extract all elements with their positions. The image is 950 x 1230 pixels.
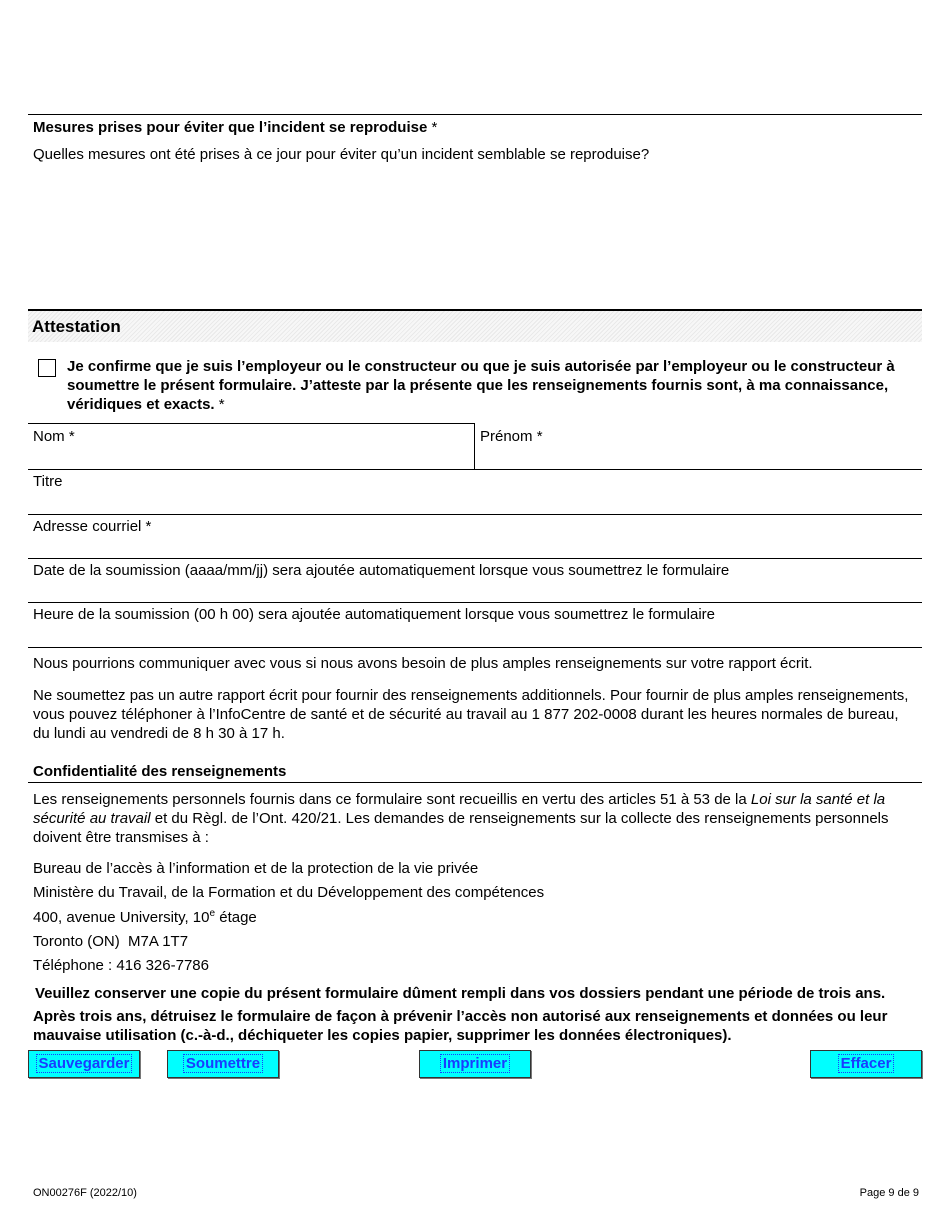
field-divider: [474, 423, 475, 469]
privacy-heading: Confidentialité des renseignements: [33, 763, 287, 780]
privacy-ministry: Ministère du Travail, de la Formation et du Développement des compétences: [33, 884, 545, 901]
measures-input[interactable]: [30, 168, 922, 306]
submit-button[interactable]: [167, 1050, 279, 1078]
save-button-label: Sauvegarder: [38, 1055, 130, 1072]
save-button[interactable]: [28, 1050, 140, 1078]
submit-button-label: Soumettre: [185, 1055, 261, 1072]
attestation-statement: Je confirme que je suis l’employeur ou le constructeur ou que je suis autorisée par l’employeur ou le constructeur à soumettre le présent formulaire. J’atteste par la présente que les renseignements fournis sont, à ma connaissance, véridiques et exacts.: [67, 358, 895, 413]
top-rule: [28, 114, 922, 115]
prenom-label: Prénom *: [480, 428, 543, 445]
privacy-text-part-1: Les renseignements personnels fournis dans ce formulaire sont recueillis en vertu des articles 51 à 53 de la: [33, 791, 751, 808]
privacy-text: [33, 790, 913, 847]
nom-input[interactable]: [30, 447, 472, 467]
privacy-law-name: Loi sur la santé et la sécurité au travail: [33, 791, 886, 827]
privacy-address: [33, 908, 257, 927]
privacy-office: Bureau de l’accès à l’information et de la protection de la vie privée: [33, 860, 479, 877]
retention-destroy: Après trois ans, détruisez le formulaire de façon à prévenir l’accès non autorisé aux renseignements et données ou leur mauvaise utilisation (c.-à-d., déchiqueter les copies papier, supprimer les données électroniques).: [33, 1008, 888, 1044]
email-label: Adresse courriel *: [33, 518, 152, 535]
form-id: ON00276F (2022/10): [33, 1187, 137, 1199]
heure-label: Heure de la soumission (00 h 00) sera ajoutée automatiquement lorsque vous soumettrez le formulaire: [33, 606, 716, 623]
email-input[interactable]: [30, 537, 922, 557]
field-rule-top: [28, 423, 474, 424]
privacy-phone: Téléphone : 416 326-7786: [33, 957, 209, 974]
contact-note: Nous pourrions communiquer avec vous si nous avons besoin de plus amples renseignements sur votre rapport écrit.: [33, 655, 813, 672]
print-button-label: Imprimer: [442, 1055, 508, 1072]
privacy-city: Toronto (ON) M7A 1T7: [33, 933, 189, 950]
address-floor: étage: [215, 909, 257, 926]
measures-question: Quelles mesures ont été prises à ce jour pour éviter qu’un incident semblable se reproduise?: [33, 146, 650, 163]
measures-heading: Mesures prises pour éviter que l’incident se reproduise: [33, 119, 428, 136]
required-mark: *: [431, 119, 438, 136]
attestation-statement-block: [67, 357, 917, 414]
retention-keep-copy: Veuillez conserver une copie du présent formulaire dûment rempli dans vos dossiers pendant une période de trois ans.: [35, 985, 886, 1002]
clear-button-label: Effacer: [840, 1055, 892, 1072]
attestation-title: Attestation: [32, 317, 121, 336]
address-street: 400, avenue University, 10: [33, 909, 210, 926]
clear-button[interactable]: [810, 1050, 922, 1078]
address-ordinal: e: [209, 908, 216, 919]
nom-label: Nom *: [33, 428, 75, 445]
field-rule: [28, 514, 922, 515]
titre-label: Titre: [33, 473, 63, 490]
privacy-text-part-2: et du Règl. de l’Ont. 420/21. Les demandes de renseignements sur la collecte des renseignements personnels doivent être transmises à :: [33, 810, 889, 846]
attestation-checkbox[interactable]: [38, 359, 56, 377]
field-rule: [28, 469, 922, 470]
no-resubmit-note: Ne soumettez pas un autre rapport écrit pour fournir des renseignements additionnels. Pour fournir de plus amples renseignements, vous pouvez téléphoner à l’InfoCentre de santé et de sécurité au travail au 1 877 202-0008 durant les heures normales de bureau, du lundi au vendredi de 8 h 30 à 17 h.: [33, 687, 909, 742]
privacy-rule: [28, 782, 922, 783]
print-button[interactable]: [419, 1050, 531, 1078]
field-rule: [28, 602, 922, 603]
field-rule: [28, 558, 922, 559]
required-mark: *: [218, 396, 225, 413]
page-number: Page 9 de 9: [859, 1187, 919, 1199]
attestation-header: [28, 309, 922, 342]
titre-input[interactable]: [30, 492, 922, 512]
prenom-input[interactable]: [478, 447, 922, 467]
field-rule: [28, 647, 922, 648]
measures-heading-row: [33, 118, 437, 137]
date-label: Date de la soumission (aaaa/mm/jj) sera ajoutée automatiquement lorsque vous soumettrez le formulaire: [33, 562, 730, 579]
